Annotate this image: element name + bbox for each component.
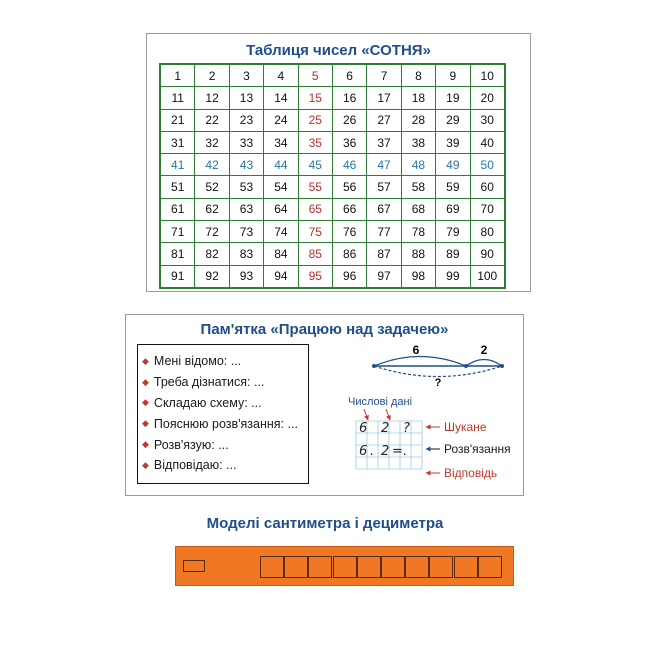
decimeter-cell (284, 556, 308, 578)
table-cell: 84 (264, 243, 298, 265)
table-cell: 79 (436, 221, 470, 243)
table-cell: 42 (195, 154, 229, 176)
table-row (160, 243, 505, 265)
decimeter-cell (381, 556, 405, 578)
row1-cell-1: 6 (359, 421, 368, 436)
decimeter-cell (357, 556, 381, 578)
memo-step: ◆ Відповідаю: ... (142, 458, 237, 473)
table-cell: 16 (332, 87, 366, 109)
table-cell: 95 (298, 265, 332, 288)
memo-step: ◆ Складаю схему: ... (142, 395, 262, 410)
arc-segment-a (374, 357, 466, 367)
table-cell: 21 (160, 109, 195, 131)
table-cell: 50 (470, 154, 505, 176)
arrow-to-6 (364, 409, 368, 420)
table-cell: 27 (367, 109, 401, 131)
arc-segment-b (466, 360, 502, 367)
diamond-bullet-icon: ◆ (142, 439, 149, 450)
segment-b-label: 2 (480, 343, 488, 357)
table-cell: 6 (332, 64, 366, 87)
table-cell: 86 (332, 243, 366, 265)
table-cell: 34 (264, 131, 298, 153)
decimeter-cell (429, 556, 453, 578)
table-row (160, 265, 505, 288)
table-cell: 33 (229, 131, 263, 153)
table-cell: 7 (367, 64, 401, 87)
row2-cell-5: . (403, 444, 408, 459)
table-cell: 51 (160, 176, 195, 198)
table-cell: 5 (298, 64, 332, 87)
hundred-table-panel (146, 33, 531, 292)
memo-step: ◆ Пояснюю розв'язання: ... (142, 416, 298, 431)
table-cell: 40 (470, 131, 505, 153)
table-cell: 12 (195, 87, 229, 109)
table-cell: 76 (332, 221, 366, 243)
memo-steps-box (137, 344, 309, 484)
table-cell: 88 (401, 243, 435, 265)
table-cell: 31 (160, 131, 195, 153)
table-cell: 30 (470, 109, 505, 131)
table-cell: 29 (436, 109, 470, 131)
table-cell: 59 (436, 176, 470, 198)
table-cell: 54 (264, 176, 298, 198)
table-cell: 46 (332, 154, 366, 176)
table-cell: 4 (264, 64, 298, 87)
arc-total (374, 366, 502, 377)
table-cell: 61 (160, 198, 195, 220)
table-cell: 38 (401, 131, 435, 153)
table-cell: 53 (229, 176, 263, 198)
table-cell: 91 (160, 265, 195, 288)
table-cell: 10 (470, 64, 505, 87)
table-cell: 55 (298, 176, 332, 198)
decimeter-cell (333, 556, 357, 578)
table-cell: 65 (298, 198, 332, 220)
table-cell: 60 (470, 176, 505, 198)
table-cell: 56 (332, 176, 366, 198)
table-cell: 25 (298, 109, 332, 131)
table-cell: 72 (195, 221, 229, 243)
table-cell: 11 (160, 87, 195, 109)
table-cell: 19 (436, 87, 470, 109)
diamond-bullet-icon: ◆ (142, 376, 149, 387)
centimeter-model (183, 560, 205, 572)
table-row (160, 87, 505, 109)
table-cell: 69 (436, 198, 470, 220)
decimeter-cell (260, 556, 284, 578)
solution-label: Розв'язання (444, 442, 511, 456)
table-cell: 98 (401, 265, 435, 288)
table-cell: 36 (332, 131, 366, 153)
table-cell: 77 (367, 221, 401, 243)
decimeter-cell (405, 556, 429, 578)
table-cell: 100 (470, 265, 505, 288)
table-cell: 82 (195, 243, 229, 265)
row2-cell-4: = (392, 444, 403, 459)
table-cell: 22 (195, 109, 229, 131)
table-cell: 78 (401, 221, 435, 243)
decimeter-model (175, 546, 514, 586)
table-cell: 89 (436, 243, 470, 265)
decimeter-cell (308, 556, 332, 578)
arrow-to-2 (386, 409, 390, 420)
table-cell: 66 (332, 198, 366, 220)
table-row (160, 131, 505, 153)
row1-cell-3: ? (403, 421, 410, 436)
table-row (160, 109, 505, 131)
hundred-table-title: Таблиця чисел «СОТНЯ» (246, 42, 431, 59)
table-row (160, 198, 505, 220)
memo-step: ◆ Розв'язую: ... (142, 437, 229, 452)
table-cell: 17 (367, 87, 401, 109)
table-cell: 41 (160, 154, 195, 176)
table-cell: 24 (264, 109, 298, 131)
problem-scheme (348, 343, 516, 488)
decimeter-cell (478, 556, 502, 578)
diamond-bullet-icon: ◆ (142, 418, 149, 429)
numeric-data-label: Числові дані (348, 396, 413, 408)
table-cell: 71 (160, 221, 195, 243)
hundred-table (159, 63, 506, 289)
sought-label: Шукане (444, 420, 487, 434)
diamond-bullet-icon: ◆ (142, 397, 149, 408)
table-row (160, 154, 505, 176)
table-cell: 37 (367, 131, 401, 153)
row2-cell-2: . (370, 444, 375, 459)
table-row (160, 221, 505, 243)
table-cell: 96 (332, 265, 366, 288)
table-cell: 83 (229, 243, 263, 265)
segment-diagram (372, 343, 504, 389)
table-cell: 43 (229, 154, 263, 176)
table-cell: 74 (264, 221, 298, 243)
table-cell: 64 (264, 198, 298, 220)
decimeter-cell (454, 556, 478, 578)
table-cell: 28 (401, 109, 435, 131)
table-cell: 44 (264, 154, 298, 176)
table-cell: 47 (367, 154, 401, 176)
table-cell: 52 (195, 176, 229, 198)
table-cell: 63 (229, 198, 263, 220)
table-cell: 35 (298, 131, 332, 153)
table-cell: 57 (367, 176, 401, 198)
memo-panel (125, 314, 524, 496)
table-cell: 73 (229, 221, 263, 243)
table-cell: 97 (367, 265, 401, 288)
table-cell: 39 (436, 131, 470, 153)
segment-a-label: 6 (412, 343, 420, 357)
table-cell: 32 (195, 131, 229, 153)
row2-cell-3: 2 (381, 444, 390, 459)
table-cell: 1 (160, 64, 195, 87)
table-cell: 67 (367, 198, 401, 220)
table-cell: 48 (401, 154, 435, 176)
table-cell: 18 (401, 87, 435, 109)
table-cell: 3 (229, 64, 263, 87)
memo-title: Пам'ятка «Працюю над задачею» (200, 321, 449, 338)
table-cell: 9 (436, 64, 470, 87)
memo-step: ◆ Треба дізнатися: ... (142, 375, 265, 390)
memo-step: ◆ Мені відомо: ... (142, 354, 242, 369)
row2-cell-1: 6 (359, 444, 368, 459)
table-cell: 75 (298, 221, 332, 243)
table-cell: 90 (470, 243, 505, 265)
table-cell: 85 (298, 243, 332, 265)
table-cell: 2 (195, 64, 229, 87)
table-cell: 94 (264, 265, 298, 288)
table-cell: 87 (367, 243, 401, 265)
table-row (160, 176, 505, 198)
table-cell: 58 (401, 176, 435, 198)
table-row (160, 64, 505, 87)
table-cell: 68 (401, 198, 435, 220)
diamond-bullet-icon: ◆ (142, 355, 149, 366)
diamond-bullet-icon: ◆ (142, 459, 149, 470)
table-cell: 93 (229, 265, 263, 288)
unknown-label: ? (434, 377, 442, 389)
table-cell: 23 (229, 109, 263, 131)
table-cell: 8 (401, 64, 435, 87)
row1-cell-2: 2 (381, 421, 390, 436)
table-cell: 13 (229, 87, 263, 109)
table-cell: 62 (195, 198, 229, 220)
table-cell: 15 (298, 87, 332, 109)
answer-label: Відповідь (444, 466, 498, 480)
table-cell: 45 (298, 154, 332, 176)
table-cell: 92 (195, 265, 229, 288)
table-cell: 49 (436, 154, 470, 176)
table-cell: 26 (332, 109, 366, 131)
models-title: Моделі сантиметра і дециметра (206, 515, 444, 532)
table-cell: 14 (264, 87, 298, 109)
table-cell: 20 (470, 87, 505, 109)
table-cell: 81 (160, 243, 195, 265)
table-cell: 80 (470, 221, 505, 243)
table-cell: 70 (470, 198, 505, 220)
table-cell: 99 (436, 265, 470, 288)
